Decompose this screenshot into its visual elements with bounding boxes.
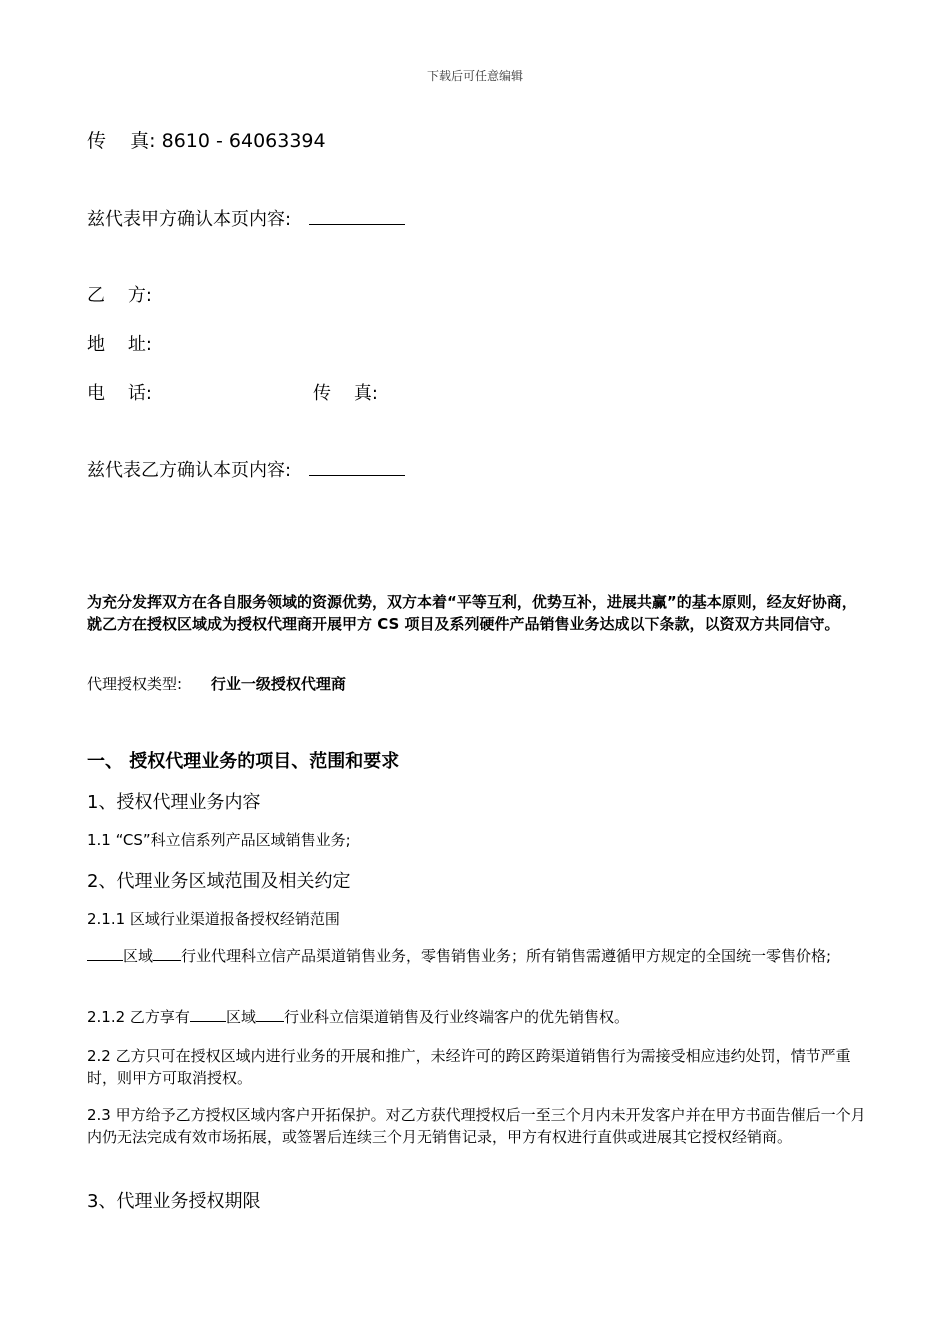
party-a-fax-value: 8610 - 64063394	[161, 130, 326, 152]
clause-2-1-1-body	[87, 945, 867, 967]
signature-blank	[309, 461, 405, 476]
agency-type	[87, 673, 346, 694]
party-b-phone-label: 电 话:	[87, 383, 152, 404]
text-fragment: 区域	[123, 947, 154, 965]
blank-region	[87, 948, 123, 961]
text-fragment: 行业代理科立信产品渠道销售业务，零售销售业务；所有销售需遵循甲方规定的全国统一零售价格;	[181, 947, 832, 965]
signature-blank	[309, 210, 405, 225]
party-b-name-label: 乙 方:	[87, 285, 152, 306]
party-b-confirm	[87, 456, 405, 482]
clause-2-1-1: 2.1.1 区域行业渠道报备授权经销范围	[87, 910, 340, 928]
party-a-fax	[87, 126, 326, 153]
party-b-fax-label: 传 真:	[313, 383, 378, 404]
blank-industry	[256, 1009, 284, 1022]
clause-2-1-2	[87, 1006, 867, 1028]
subsection-1-heading: 1、授权代理业务内容	[87, 792, 261, 813]
party-b-address-label: 地 址:	[87, 334, 152, 355]
text-fragment: 行业科立信渠道销售及行业终端客户的优先销售权。	[283, 1008, 629, 1026]
subsection-2-heading: 2、代理业务区域范围及相关约定	[87, 871, 351, 892]
text-fragment: 区域	[225, 1008, 256, 1026]
subsection-3-heading: 3、代理业务授权期限	[87, 1191, 261, 1212]
party-a-confirm-label: 兹代表甲方确认本页内容:	[87, 209, 292, 230]
text-fragment: 2.1.2 乙方享有	[87, 1008, 190, 1026]
blank-industry	[153, 948, 181, 961]
clause-2-2: 2.2 乙方只可在授权区域内进行业务的开展和推广，未经许可的跨区跨渠道销售行为需接受相应违约处罚，情节严重时，则甲方可取消授权。	[87, 1047, 851, 1087]
party-b-confirm-label: 兹代表乙方确认本页内容:	[87, 460, 292, 481]
blank-region	[190, 1009, 226, 1022]
header-note: 下载后可任意编辑	[426, 69, 523, 83]
party-a-fax-label: 传 真:	[87, 130, 156, 152]
clause-2-3: 2.3 甲方给予乙方授权区域内客户开拓保护。对乙方获代理授权后一至三个月内未开发客户并在甲方书面告催后一个月内仍无法完成有效市场拓展，或签署后连续三个月无销售记录，甲方有权进行直供或进展其它授权经销商。	[87, 1106, 866, 1146]
intro-paragraph: 为充分发挥双方在各自服务领域的资源优势，双方本着“平等互利，优势互补，进展共赢”的基本原则，经友好协商，就乙方在授权区域成为授权代理商开展甲方 CS 项目及系列硬件产品销售业务达成以下条款，以资双方共同信守。	[87, 593, 857, 633]
clause-1-1: 1.1 “CS”科立信系列产品区域销售业务;	[87, 831, 351, 849]
agency-type-value: 行业一级授权代理商	[210, 675, 346, 693]
section-1-title: 一、 授权代理业务的项目、范围和要求	[87, 751, 400, 772]
party-a-confirm	[87, 205, 405, 231]
agency-type-label: 代理授权类型:	[87, 675, 183, 693]
